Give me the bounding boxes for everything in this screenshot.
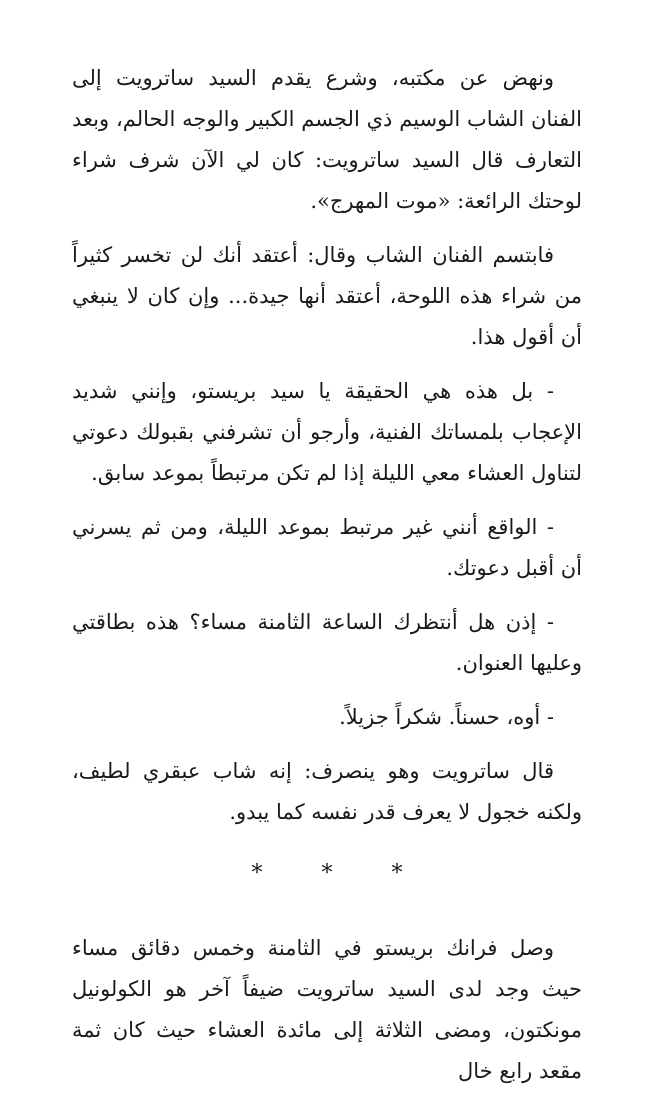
paragraph-3: قال ساترويت وهو ينصرف: إنه شاب عبقري لطيف، ولكنه خجول لا يعرف قدر نفسه كما يبدو. <box>72 759 582 824</box>
dialog-line-1: - بل هذه هي الحقيقة يا سيد بريستو، وإنني شديد الإعجاب بلمساتك الفنية، وأرجو أن تشرفني بقبولك دعوتي لتناول العشاء معي الليلة إذا لم تكن مرتبطاً بموعد سابق. <box>72 379 582 485</box>
paragraph-1: ونهض عن مكتبه، وشرع يقدم السيد ساترويت إلى الفنان الشاب الوسيم ذي الجسم الكبير والوجه الحالم، وبعد التعارف قال السيد ساترويت: كان لي الآن شرف شراء لوحتك الرائعة: «موت المهرج». <box>72 66 582 213</box>
document-page <box>72 58 582 1105</box>
dialog-line-3: - إذن هل أنتظرك الساعة الثامنة مساء؟ هذه بطاقتي وعليها العنوان. <box>72 610 582 675</box>
dialog-line-2: - الواقع أنني غير مرتبط بموعد الليلة، ومن ثم يسرني أن أقبل دعوتك. <box>72 515 582 580</box>
dialog-line-4: - أوه، حسناً. شكراً جزيلاً. <box>339 705 554 729</box>
section-separator: * * * <box>251 861 429 886</box>
paragraph-2: فابتسم الفنان الشاب وقال: أعتقد أنك لن تخسر كثيراً من شراء هذه اللوحة، أعتقد أنها جيدة... وإن كان لا ينبغي أن أقول هذا. <box>72 243 582 349</box>
paragraph-4: وصل فرانك بريستو في الثامنة وخمس دقائق مساء حيث وجد لدى السيد ساترويت ضيفاً آخر هو الكولونيل مونكتون، ومضى الثلاثة إلى مائدة العشاء حيث كان ثمة مقعد رابع خال <box>72 936 582 1083</box>
